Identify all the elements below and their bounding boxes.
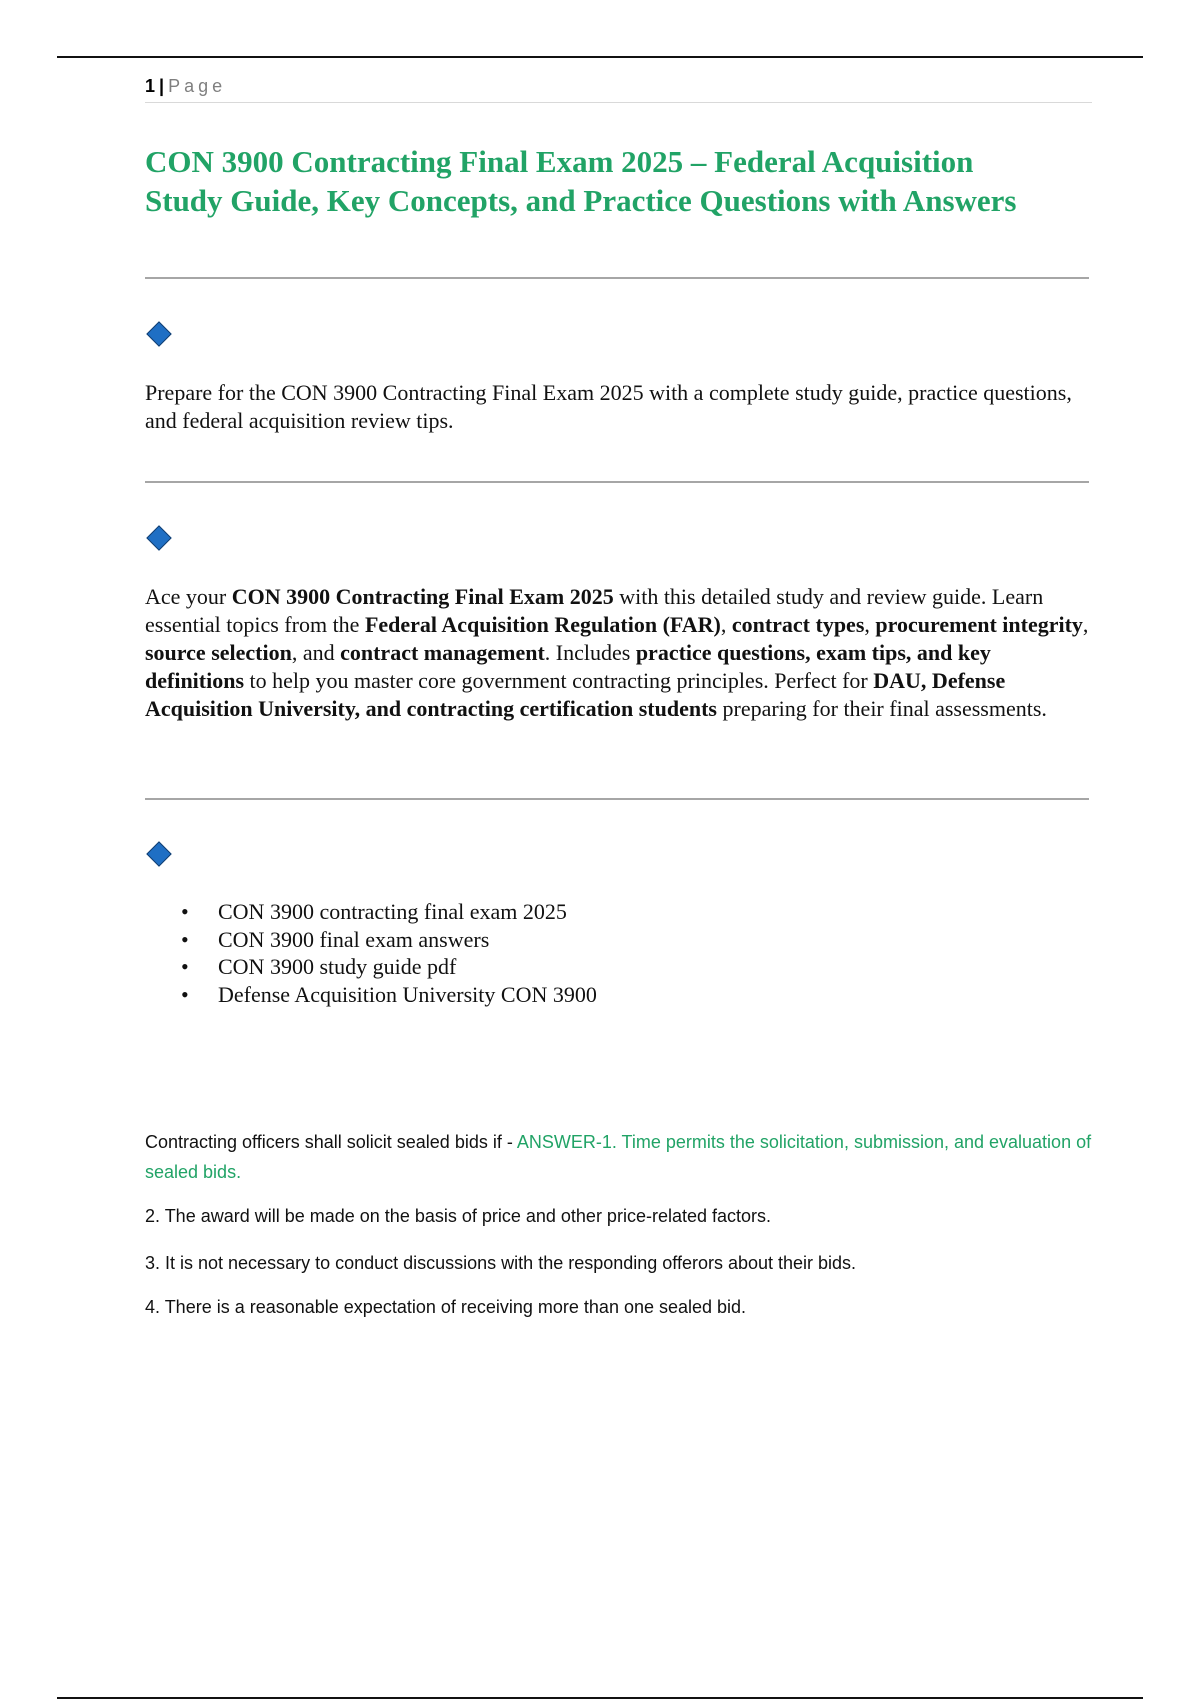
description-text: to help you master core government contracting principles. Perfect for xyxy=(244,668,874,693)
description-bold: Federal Acquisition Regulation (FAR) xyxy=(364,612,721,637)
answer-point: 4. There is a reasonable expectation of receiving more than one sealed bid. xyxy=(145,1297,747,1317)
description-text: , xyxy=(1082,612,1089,637)
title-line-2: Study Guide, Key Concepts, and Practice Questions with Answers xyxy=(145,183,1017,218)
diamond-bullet-icon xyxy=(146,525,171,550)
bottom-border-rule xyxy=(57,1697,1143,1699)
section-divider-1 xyxy=(145,277,1089,279)
diamond-bullet-icon xyxy=(146,321,171,346)
description-paragraph xyxy=(145,583,1095,723)
description-text: preparing for their final assessments. xyxy=(717,696,1047,721)
title-line-1: CON 3900 Contracting Final Exam 2025 – Federal Acquisition xyxy=(145,144,974,179)
page-label: Page xyxy=(168,76,227,96)
description-bold: DAU, Defense Acquisition University, and contracting certification students xyxy=(145,668,1006,721)
section-divider-3 xyxy=(145,798,1089,800)
diamond-bullet-icon xyxy=(146,841,171,866)
intro-paragraph: Prepare for the CON 3900 Contracting Final Exam 2025 with a complete study guide, practice questions, and federal acquisition review tips. xyxy=(145,380,1072,433)
description-text: . Includes xyxy=(544,640,636,665)
description-text: with this detailed study and review guide. Learn essential topics from the xyxy=(145,584,1044,637)
question-prompt: Contracting officers shall solicit sealed bids if - xyxy=(145,1132,517,1152)
description-text: , xyxy=(720,612,732,637)
answer-text: ANSWER-1. Time permits the solicitation, submission, and evaluation of sealed bids. xyxy=(145,1132,1092,1182)
description-bold: source selection xyxy=(145,640,292,665)
section-divider-2 xyxy=(145,481,1089,483)
description-text: , and xyxy=(291,640,341,665)
list-item: • CON 3900 contracting final exam 2025 xyxy=(145,898,597,926)
description-bold: contract types xyxy=(731,612,865,637)
document-title xyxy=(145,142,1105,220)
page-header xyxy=(145,74,1092,103)
list-item: • CON 3900 final exam answers xyxy=(145,926,597,954)
page-number: 1 xyxy=(145,76,156,96)
answer-point: 2. The award will be made on the basis of price and other price-related factors. xyxy=(145,1206,772,1226)
top-border-rule xyxy=(57,56,1143,58)
page-header-separator: | xyxy=(159,76,165,96)
answer-point: 3. It is not necessary to conduct discussions with the responding offerors about their bids. xyxy=(145,1253,857,1273)
description-text: , xyxy=(864,612,876,637)
description-bold: contract management xyxy=(340,640,545,665)
list-item: • Defense Acquisition University CON 3900 xyxy=(145,981,597,1009)
keyword-list xyxy=(145,898,597,1008)
description-text: Ace your xyxy=(145,584,232,609)
question-block xyxy=(145,1127,1095,1187)
description-bold: procurement integrity xyxy=(875,612,1083,637)
description-bold: practice questions, exam tips, and key definitions xyxy=(145,640,991,693)
list-item: • CON 3900 study guide pdf xyxy=(145,953,597,981)
description-bold: CON 3900 Contracting Final Exam 2025 xyxy=(231,584,614,609)
